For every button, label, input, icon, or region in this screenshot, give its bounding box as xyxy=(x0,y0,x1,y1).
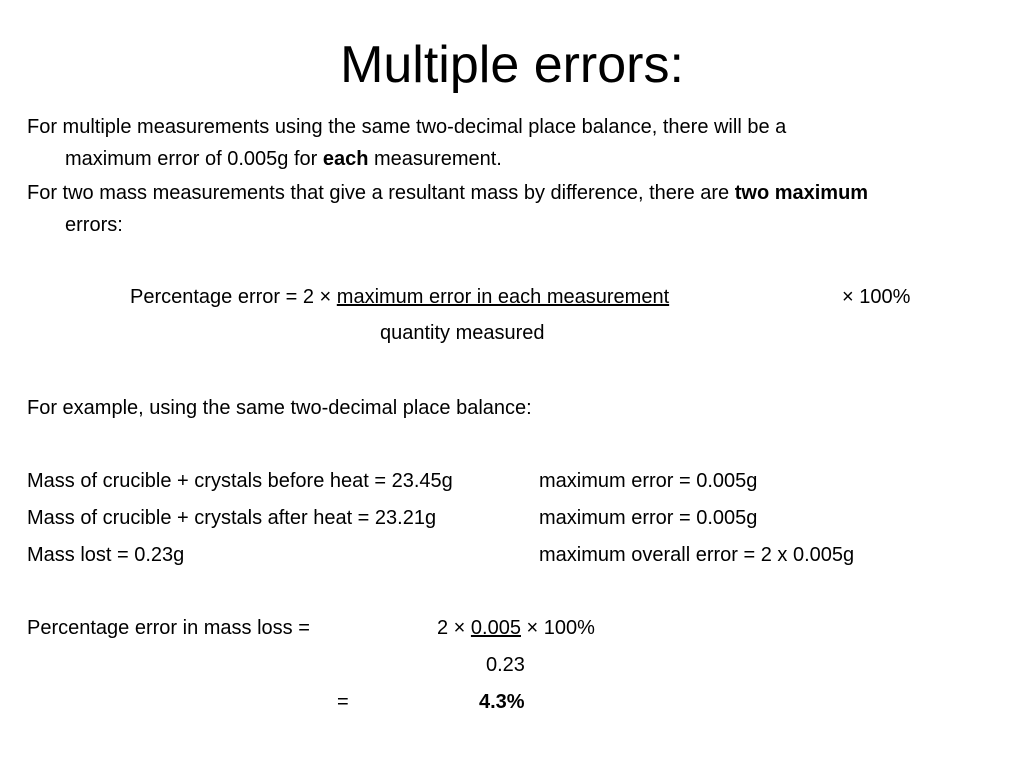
calculation-result xyxy=(479,688,525,716)
measurement-label: Mass lost = 0.23g xyxy=(27,544,185,566)
formula-multiplier: × 100% xyxy=(842,286,911,308)
result-value: 4.3% xyxy=(479,691,525,713)
calculation-denominator: 0.23 xyxy=(486,654,525,676)
calculation-equals: = xyxy=(337,691,349,713)
emphasis-two-maximum: two maximum xyxy=(734,182,869,204)
calculation-coef: 2 × xyxy=(437,617,471,639)
formula-numerator-line xyxy=(130,283,669,311)
formula-denominator: quantity measured xyxy=(380,322,545,344)
calculation-multiplier: × 100% xyxy=(520,617,595,639)
paragraph-line xyxy=(27,143,1012,175)
paragraph-line xyxy=(27,177,1012,209)
paragraph-line: errors: xyxy=(65,214,123,236)
measurement-label: Mass of crucible + crystals after heat = 23.21g xyxy=(27,507,437,529)
calculation-label: Percentage error in mass loss = xyxy=(27,617,310,639)
text-span: measurement. xyxy=(368,148,502,170)
calculation-numerator-line xyxy=(437,614,595,642)
paragraph-multiple-measurements xyxy=(27,111,1012,175)
text-span: maximum error of 0.005g for xyxy=(65,148,323,170)
emphasis-each: each xyxy=(322,148,369,170)
paragraph-two-measurements xyxy=(27,177,1012,241)
slide-title: Multiple errors: xyxy=(340,36,684,94)
measurement-error: maximum error = 0.005g xyxy=(539,507,758,529)
measurement-error: maximum overall error = 2 x 0.005g xyxy=(539,544,855,566)
measurement-error: maximum error = 0.005g xyxy=(539,470,758,492)
text-span: For two mass measurements that give a resultant mass by difference, there are xyxy=(27,182,735,204)
formula-numerator: maximum error in each measurement xyxy=(336,286,670,308)
example-intro: For example, using the same two-decimal place balance: xyxy=(27,397,532,419)
measurement-label: Mass of crucible + crystals before heat = 23.45g xyxy=(27,470,453,492)
calculation-numerator: 0.005 xyxy=(470,617,521,639)
formula-lhs: Percentage error = 2 × xyxy=(130,286,337,308)
paragraph-line: For multiple measurements using the same two-decimal place balance, there will be a xyxy=(27,116,787,138)
